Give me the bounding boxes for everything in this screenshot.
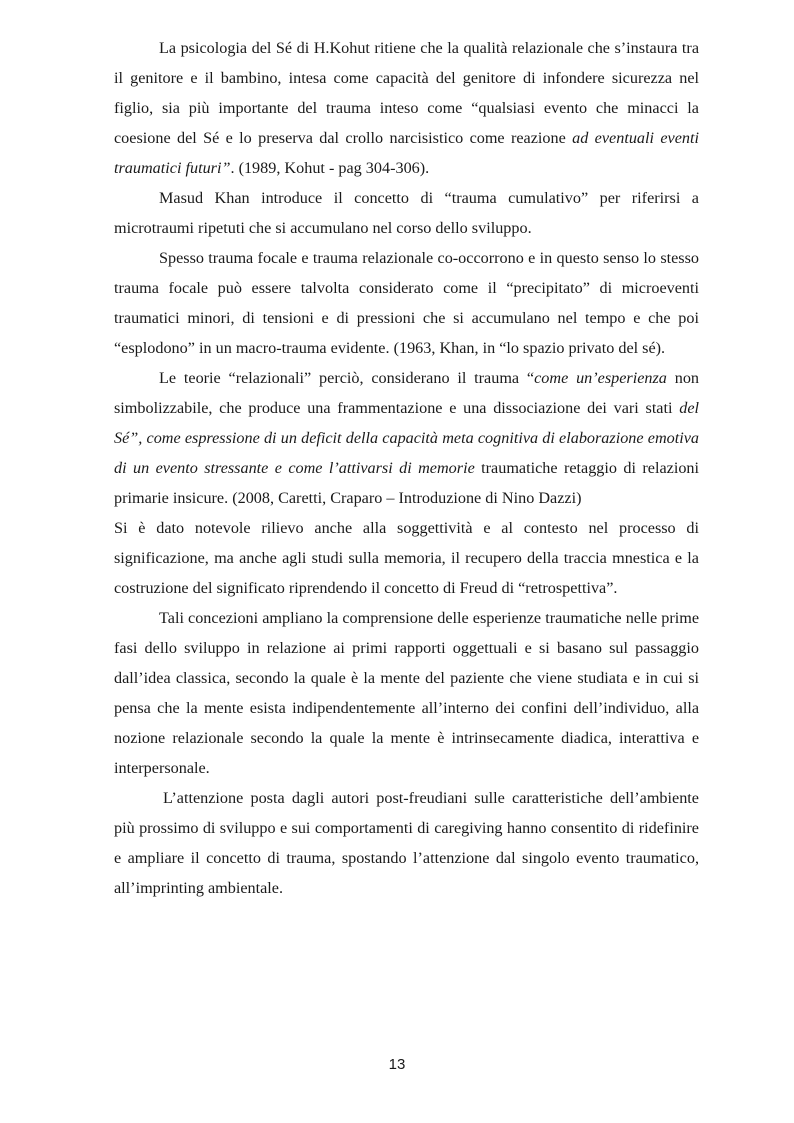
paragraph-kohut-italic: ad eventuali eventi traumatici futuri”: [114, 129, 699, 177]
paragraph-post-freudiani: L’attenzione posta dagli autori post-freudiani sulle caratteristiche dell’ambiente più prossimo di sviluppo e sui comportamenti di caregiving hanno consentito di ridefinire e ampliare il concetto di trauma, spostando l’attenzione dal singolo evento traumatico, all’imprinting ambientale.: [114, 789, 699, 897]
paragraph-concezioni: Tali concezioni ampliano la comprensione delle esperienze traumatiche nelle prime fasi dello sviluppo in relazione ai primi rapporti oggettuali e si basano sul passaggio dall’idea classica, secondo la quale è la mente del paziente che viene studiata e in cui si pensa che la mente esista indipendentemente all’interno dei confini dell’individuo, alla nozione relazionale secondo la quale la mente è intrinsecamente diadica, interattiva e interpersonale.: [114, 609, 699, 777]
paragraph-kohut-text: La psicologia del Sé di H.Kohut ritiene che la qualità relazionale che s’instaura tra il genitore e il bambino, intesa come capacità del genitore di infondere sicurezza nel figlio, sia più importante del trauma inteso come “qualsiasi evento che minacci la coesione del Sé e lo preserva dal crollo narcisistico come reazione: [114, 39, 699, 147]
page-body: [114, 33, 699, 903]
paragraph-teorie-relazionali: [114, 363, 699, 513]
paragraph-teorie-italic-1: come un’esperienza: [534, 369, 667, 387]
paragraph-teorie-text-2: non simbolizzabile, che produce una frammentazione e una dissociazione dei vari stati: [114, 369, 699, 417]
paragraph-teorie-italic-2: del Sé”, come espressione di un deficit della capacità meta cognitiva di elaborazione emotiva di un evento stressante e come l’attivarsi di memorie: [114, 399, 699, 477]
paragraph-soggettivita: Si è dato notevole rilievo anche alla soggettività e al contesto nel processo di significazione, ma anche agli studi sulla memoria, il recupero della traccia mnestica e la costruzione del significato riprendendo il concetto di Freud di “retrospettiva”.: [114, 519, 699, 597]
paragraph-trauma-focale: Spesso trauma focale e trauma relazionale co-occorrono e in questo senso lo stesso trauma focale può essere talvolta considerato come il “precipitato” di microeventi traumatici minori, di tensioni e di pressioni che si accumulano nel tempo e che poi “esplodono” in un macro-trauma evidente. (1963, Khan, in “lo spazio privato del sé).: [114, 249, 699, 357]
paragraph-khan: Masud Khan introduce il concetto di “trauma cumulativo” per riferirsi a microtraumi ripetuti che si accumulano nel corso dello sviluppo.: [114, 189, 699, 237]
paragraph-teorie-text-1: Le teorie “relazionali” perciò, considerano il trauma “: [159, 369, 535, 387]
paragraph-kohut-citation: . (1989, Kohut - pag 304-306).: [230, 159, 430, 177]
page-number: 13: [388, 1056, 406, 1073]
paragraph-teorie-text-3: traumatiche retaggio di relazioni primarie insicure. (2008, Caretti, Craparo – Introduzione di Nino Dazzi): [114, 459, 700, 507]
paragraph-kohut: [114, 33, 699, 183]
